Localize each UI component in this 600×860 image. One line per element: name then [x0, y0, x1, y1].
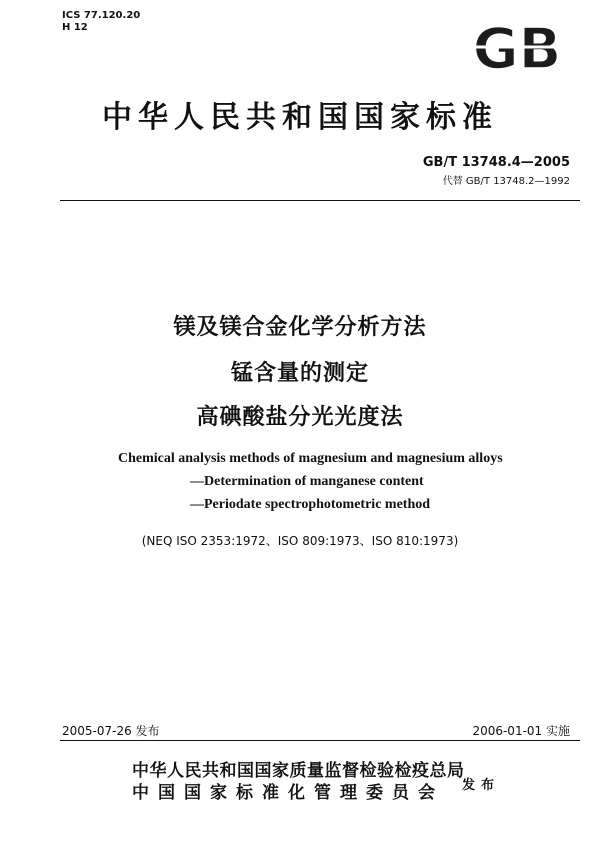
- publish-label: 发布: [462, 778, 501, 793]
- standard-number: GB/T 13748.4—2005: [422, 155, 570, 170]
- ics-code: ICS 77.120.20: [62, 10, 141, 21]
- chinese-title-line-1: 镁及镁合金化学分析方法: [173, 315, 427, 340]
- publisher-sac: 中国国家标准化管理委员会: [132, 783, 444, 803]
- adoption-reference: (NEQ ISO 2353:1972、ISO 809:1973、ISO 810:1973): [141, 534, 459, 548]
- replaces-standard: 代替 GB/T 13748.2—1992: [442, 176, 570, 187]
- english-title-line-1: Chemical analysis methods of magnesium and magnesium alloys: [118, 451, 503, 466]
- bottom-divider: [60, 740, 580, 741]
- publisher-aqsiq: 中华人民共和国国家质量监督检验检疫总局: [132, 761, 465, 781]
- chinese-title-line-3: 高碘酸盐分光光度法: [196, 405, 404, 430]
- english-title-line-3: —Periodate spectrophotometric method: [190, 497, 431, 512]
- implementation-date: 2006-01-01 实施: [472, 724, 570, 738]
- class-code: H 12: [62, 22, 88, 33]
- issue-date: 2005-07-26 发布: [62, 724, 160, 738]
- gb-logo: [464, 18, 570, 76]
- english-title-line-2: —Determination of manganese content: [190, 474, 424, 489]
- chinese-title-line-2: 锰含量的测定: [230, 361, 369, 386]
- national-standard-title: 中华人民共和国国家标准: [102, 100, 498, 135]
- gb-logo-text: GB: [472, 18, 562, 76]
- top-divider: [60, 200, 580, 201]
